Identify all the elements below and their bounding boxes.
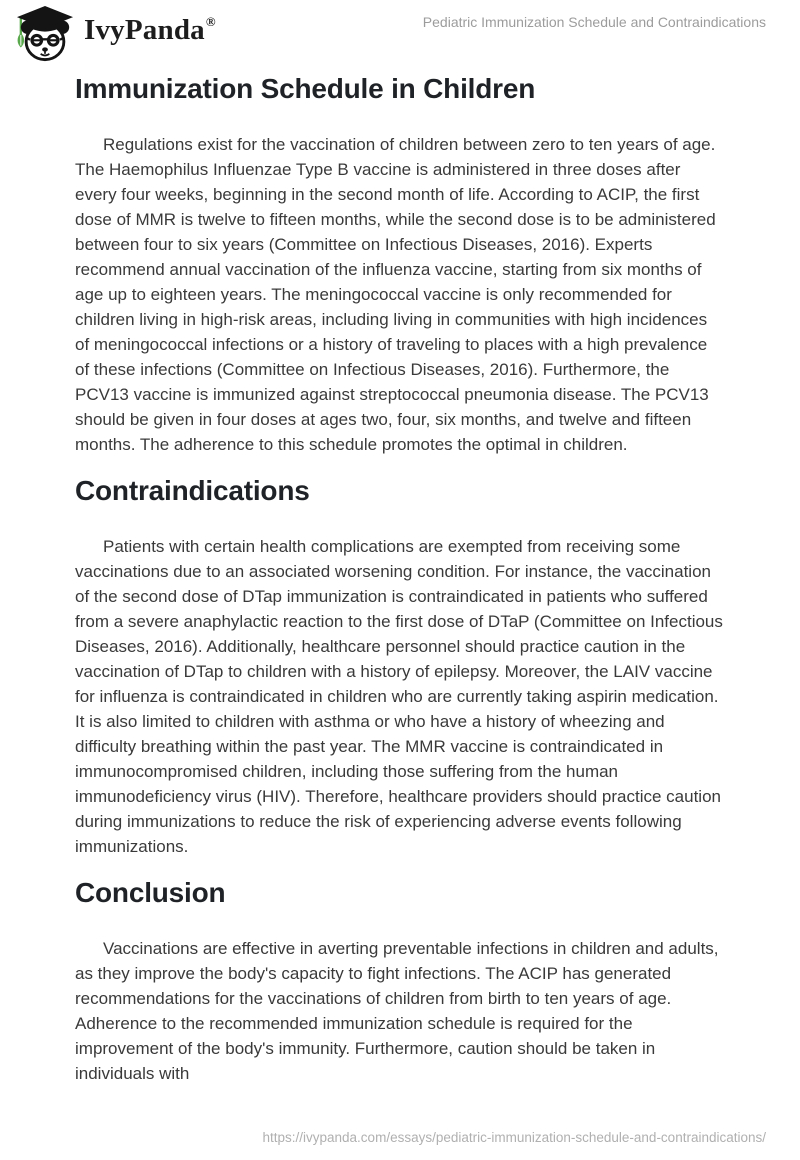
essay-content <box>75 73 725 1104</box>
paragraph-conclusion: Vaccinations are effective in averting preventable infections in children and adults, as they improve the body's capacity to fight infections. The ACIP has generated recommendations for the vaccinations of children from birth to ten years of age. Adherence to the recommended immunization schedule is required for the improvement of the body's immunity. Furthermore, caution should be taken in individuals with <box>75 939 719 1083</box>
document-header-title: Pediatric Immunization Schedule and Contraindications <box>422 14 766 30</box>
brand-name: IvyPanda <box>84 14 205 46</box>
section-heading-immunization-schedule: Immunization Schedule in Children <box>75 73 536 104</box>
brand-wordmark <box>84 14 216 47</box>
source-url: https://ivypanda.com/essays/pediatric-immunization-schedule-and-contraindications/ <box>262 1130 766 1145</box>
registered-trademark-symbol: ® <box>205 14 216 29</box>
section-heading-contraindications: Contraindications <box>75 475 310 506</box>
paragraph-immunization-schedule: Regulations exist for the vaccination of children between zero to ten years of age. The Haemophilus Influenzae Type B vaccine is administered in three doses after every four weeks, beginning in the second month of life. According to ACIP, the first dose of MMR is twelve to fifteen months, while the second dose is to be administered between four to six years (Committee on Infectious Diseases, 2016). Experts recommend annual vaccination of the influenza vaccine, starting from six months of age up to eighteen years. The meningococcal vaccine is only recommended for children living in high-risk areas, including living in communities with high incidences of meningococcal infections or a history of traveling to places with a high prevalence of these infections (Committee on Infectious Diseases, 2016). Furthermore, the PCV13 vaccine is immunized against streptococcal pneumonia disease. The PCV13 should be given in four doses at ages two, four, six months, and twelve and fifteen months. The adherence to this schedule promotes the optimal in children. <box>75 135 716 454</box>
panda-graduation-cap-icon <box>14 5 76 63</box>
section-heading-conclusion: Conclusion <box>75 877 226 908</box>
paragraph-contraindications: Patients with certain health complications are exempted from receiving some vaccinations due to an associated worsening condition. For instance, the vaccination of the second dose of DTap immunization is contraindicated in patients who suffered from a severe anaphylactic reaction to the first dose of DTaP (Committee on Infectious Diseases, 2016). Additionally, healthcare personnel should practice caution in the vaccination of DTap to children with a history of epilepsy. Moreover, the LAIV vaccine for influenza is contraindicated in children who are currently taking aspirin medication. It is also limited to children with asthma or who have a history of wheezing and difficulty breathing within the past year. The MMR vaccine is contraindicated in immunocompromised children, including those suffering from the human immunodeficiency virus (HIV). Therefore, healthcare providers should practice caution during immunizations to reduce the risk of experiencing adverse events following immunizations. <box>75 537 723 856</box>
